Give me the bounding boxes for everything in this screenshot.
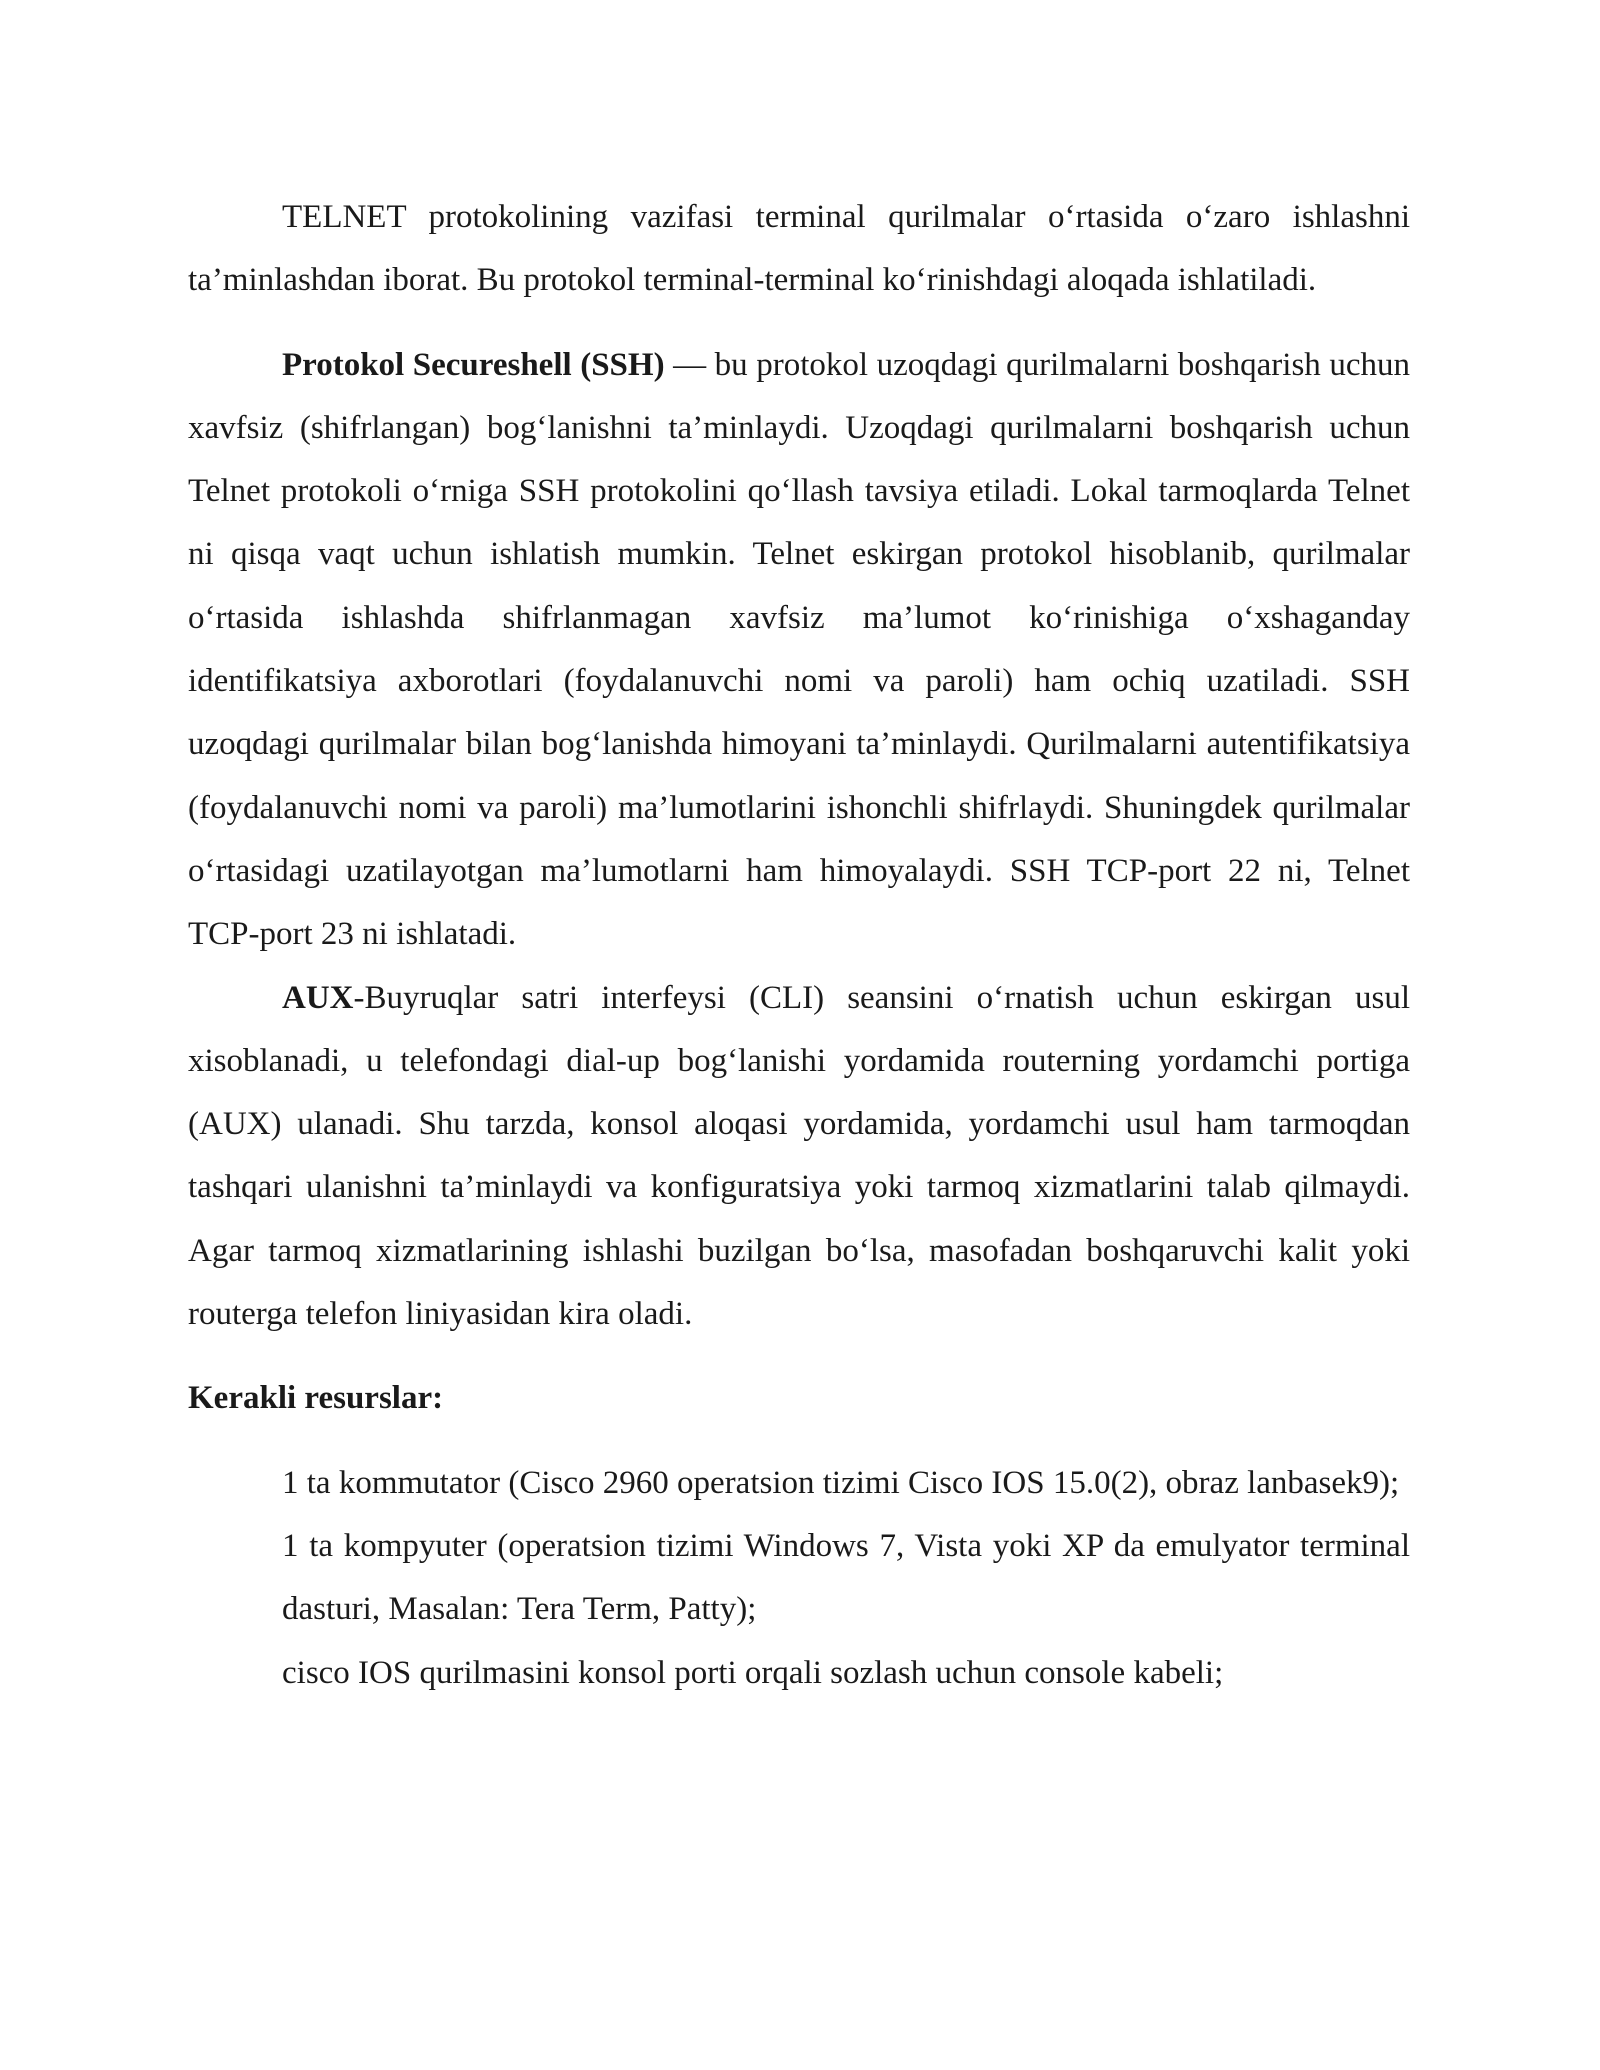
aux-term: AUX — [282, 979, 354, 1016]
ssh-text: — bu protokol uzoqdagi qurilmalarni boshqarish uchun xavfsiz (shifrlangan) bog‘lanishni ta’minlaydi. Uzoqdagi qurilmalarni boshqarish uchun Telnet protokoli o‘rniga SSH protokolini qo‘llash tavsiya etiladi. Lokal tarmoqlarda Telnet ni qisqa vaqt uchun ishlatish mumkin. Telnet eskirgan protokol hisoblanib, qurilmalar o‘rtasida ishlashda shifrlanmagan xavfsiz ma’lumot ko‘rinishiga o‘xshaganday identifikatsiya axborotlari (foydalanuvchi nomi va paroli) ham ochiq uzatiladi. SSH uzoqdagi qurilmalar bilan bog‘lanishda himoyani ta’minlaydi. Qurilmalarni autentifikatsiya (foydalanuvchi nomi va paroli) ma’lumotlarini ishonchli shifrlaydi. Shuningdek qurilmalar o‘rtasidagi uzatilayotgan ma’lumotlarni ham himoyalaydi. SSH TCP-port 22 ni, Telnet TCP-port 23 ni ishlatadi. — [188, 346, 1410, 953]
telnet-text: TELNET protokolining vazifasi terminal qurilmalar o‘rtasida o‘zaro ishlashni ta’minlashdan iborat. Bu protokol terminal-terminal ko‘rinishdagi aloqada ishlatiladi. — [188, 199, 1410, 299]
list-item: 1 ta kompyuter (operatsion tizimi Windows 7, Vista yoki XP da emulyator terminal dasturi, Masalan: Tera Term, Patty); — [282, 1527, 1410, 1628]
list-item: cisco IOS qurilmasini konsol porti orqali sozlash uchun console kabeli; — [282, 1654, 1224, 1691]
paragraph-ssh — [188, 334, 1410, 967]
aux-text: -Buyruqlar satri interfeysi (CLI) seansini o‘rnatish uchun eskirgan usul xisoblanadi, u telefondagi dial-up bog‘lanishi yordamida routerning yordamchi portiga (AUX) ulanadi. Shu tarzda, konsol aloqasi yordamida, yordamchi usul ham tarmoqdan tashqari ulanishni ta’minlaydi va konfiguratsiya yoki tarmoq xizmatlarini talab qilmaydi. Agar tarmoq xizmatlarining ishlashi buzilgan bo‘lsa, masofadan boshqaruvchi kalit yoki routerga telefon liniyasidan kira oladi. — [188, 979, 1410, 1333]
paragraph-telnet — [188, 186, 1410, 313]
list-item: 1 ta kommutator (Cisco 2960 operatsion tizimi Cisco IOS 15.0(2), obraz lanbasek9); — [282, 1464, 1400, 1501]
resources-heading: Kerakli resurslar: — [188, 1380, 444, 1417]
ssh-term: Protokol Secureshell (SSH) — [282, 346, 665, 383]
paragraph-aux — [188, 967, 1410, 1347]
document-page — [188, 186, 1410, 1705]
resources-list — [188, 1452, 1410, 1705]
